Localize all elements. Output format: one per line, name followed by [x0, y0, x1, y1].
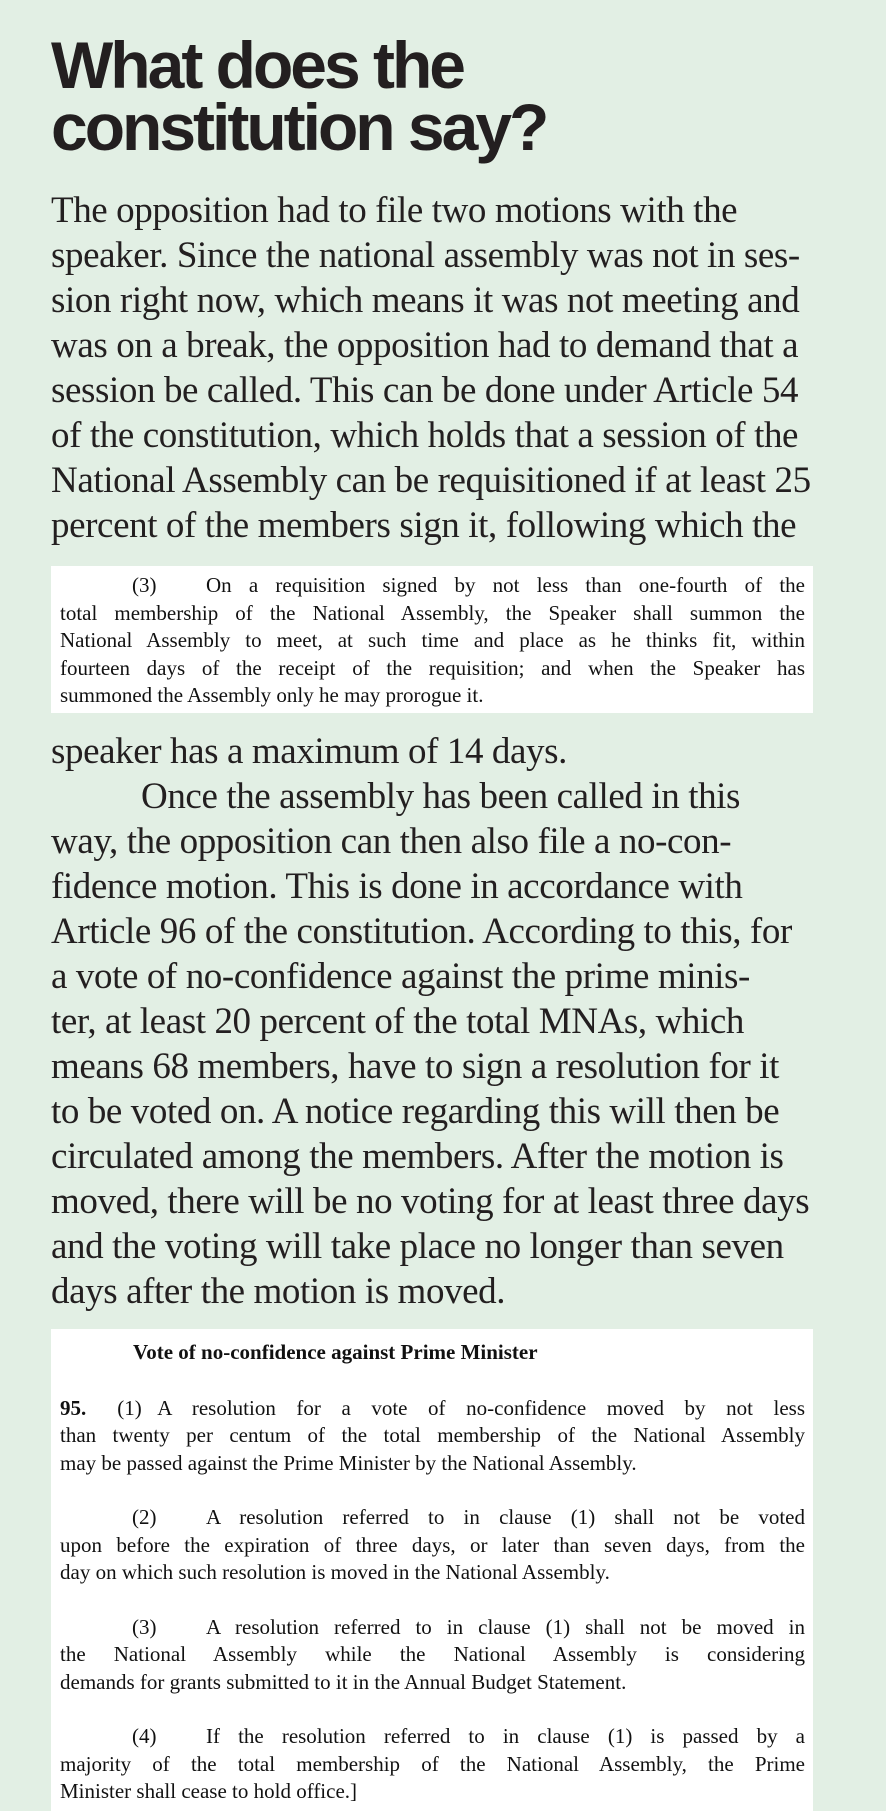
excerpt-line: [60, 1723, 805, 1751]
paragraph-1-end: [51, 729, 851, 774]
headline: [51, 28, 811, 164]
text-line: way, the opposition can then also file a no-con-: [51, 821, 732, 862]
excerpt-line: summoned the Assembly only he may prorogue it.: [60, 683, 484, 707]
excerpt-line: fourteen days of the receipt of the requisition; and when the Speaker has: [60, 655, 805, 680]
excerpt-line: [60, 1614, 805, 1642]
text-line: National Assembly can be requisitioned if at least 25: [51, 460, 811, 501]
text-line: days after the motion is moved.: [51, 1271, 506, 1312]
excerpt-line: National Assembly to meet, at such time and place as he thinks fit, within: [60, 628, 805, 652]
headline-line: constitution say?: [51, 90, 547, 164]
headline-line: What does the: [51, 28, 464, 102]
clause-1: [60, 1395, 805, 1478]
excerpt-line: majority of the total membership of the National Assembly, the Prime: [60, 1751, 805, 1776]
text-line: of the constitution, which holds that a session of the: [51, 415, 799, 456]
excerpt-text: On a requisition signed by not less than one-fourth of the: [206, 573, 805, 597]
clause-3: [60, 1614, 805, 1697]
text-line: ter, at least 20 percent of the total MNAs, which: [51, 1001, 745, 1042]
excerpt-text: If the resolution referred to in clause (1) is passed by a: [206, 1724, 805, 1748]
text-line: session be called. This can be done under Article 54: [51, 370, 799, 411]
text-line: Article 96 of the constitution. According to this, for: [51, 911, 792, 952]
text-line: was on a break, the opposition had to demand that a: [51, 325, 799, 366]
excerpt-line: may be passed against the Prime Minister by the National Assembly.: [60, 1450, 637, 1475]
clause-4: [60, 1723, 805, 1806]
clause-number: (4): [132, 1724, 157, 1748]
constitution-excerpt-article-95: [51, 1329, 813, 1811]
constitution-excerpt-article-54: [51, 566, 813, 713]
clause-number: (3): [132, 1614, 157, 1639]
excerpt-text: A resolution for a vote of no-confidence moved by not less: [157, 1395, 805, 1420]
text-line: to be voted on. A notice regarding this will then be: [51, 1091, 780, 1132]
text-line: The opposition had to file two motions with the: [51, 190, 738, 231]
excerpt-text: A resolution referred to in clause (1) shall not be voted: [206, 1505, 805, 1529]
paragraph-1: [51, 188, 851, 548]
text-line: speaker. Since the national assembly was not in ses-: [51, 235, 800, 276]
excerpt-text: A resolution referred to in clause (1) shall not be moved in: [206, 1614, 805, 1639]
text-line: sion right now, which means it was not meeting and: [51, 280, 800, 321]
clause-number: (2): [132, 1505, 157, 1529]
clause-number: (3): [132, 573, 157, 597]
text-line: circulated among the members. After the motion is: [51, 1136, 784, 1177]
excerpt-line: the National Assembly while the National Assembly is considering: [60, 1642, 805, 1666]
clause-number: (1): [117, 1395, 142, 1420]
article-number: 95.: [60, 1395, 87, 1420]
excerpt-line: total membership of the National Assembly, the Speaker shall summon the: [60, 600, 805, 625]
excerpt-line: [60, 572, 805, 600]
text-line: percent of the members sign it, following which the: [51, 505, 797, 546]
excerpt-title: Vote of no-confidence against Prime Minister: [133, 1340, 538, 1364]
excerpt-line: than twenty per centum of the total membership of the National Assembly: [60, 1423, 805, 1447]
text-line: means 68 members, have to sign a resolution for it: [51, 1046, 780, 1087]
excerpt-line: [60, 1504, 805, 1532]
clause-2: [60, 1504, 805, 1587]
excerpt-line: Minister shall cease to hold office.]: [60, 1779, 358, 1803]
text-line: a vote of no-confidence against the prime minis-: [51, 956, 750, 997]
excerpt-line: upon before the expiration of three days, or later than seven days, from the: [60, 1532, 805, 1557]
paragraph-2: [51, 774, 851, 1314]
text-line: speaker has a maximum of 14 days.: [51, 731, 567, 772]
excerpt-line: [60, 1395, 805, 1423]
text-line: and the voting will take place no longer than seven: [51, 1226, 784, 1267]
text-line: fidence motion. This is done in accordance with: [51, 866, 743, 907]
text-line: Once the assembly has been called in this: [141, 776, 741, 817]
text-line: moved, there will be no voting for at least three days: [51, 1181, 810, 1222]
excerpt-line: day on which such resolution is moved in the National Assembly.: [60, 1560, 610, 1584]
excerpt-line: demands for grants submitted to it in the Annual Budget Statement.: [60, 1669, 627, 1694]
